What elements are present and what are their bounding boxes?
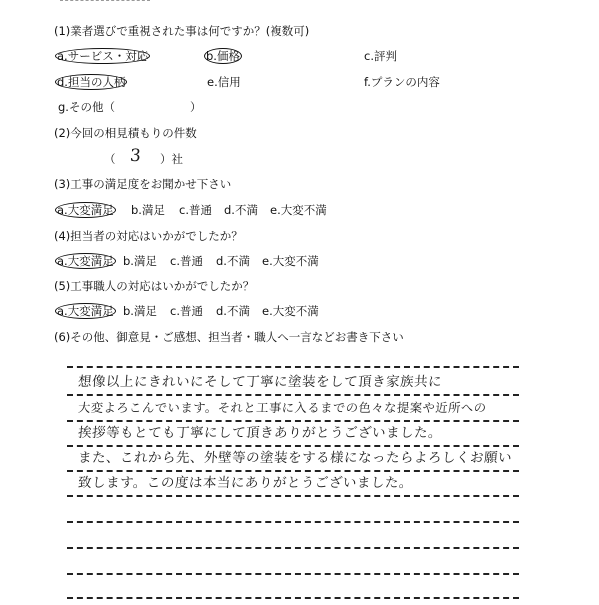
question-2-title: (2)今回の相見積もりの件数 bbox=[54, 126, 197, 140]
q3-option-a-label: a.大変満足 bbox=[57, 203, 114, 217]
scan-top-mark bbox=[60, 0, 150, 3]
q4-option-b[interactable]: b.満足 bbox=[123, 254, 157, 268]
writing-line bbox=[67, 394, 519, 396]
q5-option-d[interactable]: d.不満 bbox=[216, 304, 250, 318]
q3-option-a[interactable] bbox=[58, 203, 116, 217]
q4-option-d[interactable]: d.不満 bbox=[216, 254, 250, 268]
comment-line-1: 想像以上にきれいにそして丁寧に塗装をして頂き家族共に bbox=[77, 374, 443, 390]
writing-line bbox=[67, 470, 519, 472]
writing-line bbox=[67, 521, 519, 523]
q3-option-b[interactable]: b.満足 bbox=[131, 203, 165, 217]
q4-option-c[interactable]: c.普通 bbox=[170, 254, 203, 268]
writing-line bbox=[67, 547, 519, 549]
writing-line bbox=[67, 420, 519, 422]
comment-line-2: 大変よろこんでいます。それと工事に入るまでの色々な提案や近所への bbox=[77, 401, 488, 415]
q1-option-a[interactable] bbox=[58, 49, 150, 63]
q3-option-c[interactable]: c.普通 bbox=[179, 203, 212, 217]
q4-option-a-label: a.大変満足 bbox=[57, 254, 114, 268]
q5-option-a-label: a.大変満足 bbox=[57, 304, 114, 318]
q5-option-b[interactable]: b.満足 bbox=[123, 304, 157, 318]
comment-line-5: 致します。この度は本当にありがとうございました。 bbox=[77, 475, 414, 491]
writing-line bbox=[67, 495, 519, 497]
comment-line-3: 挨拶等もとても丁寧にして頂きありがとうございました。 bbox=[77, 425, 443, 441]
q3-option-d[interactable]: d.不満 bbox=[224, 203, 258, 217]
q5-option-e[interactable]: e.大変不満 bbox=[262, 304, 319, 318]
writing-line bbox=[67, 445, 519, 447]
writing-line bbox=[67, 597, 519, 599]
q1-option-e[interactable]: e.信用 bbox=[207, 75, 241, 89]
q4-option-a[interactable] bbox=[58, 254, 116, 268]
q2-answer-count[interactable]: 3 bbox=[129, 146, 143, 166]
question-3-title: (3)工事の満足度をお聞かせ下さい bbox=[54, 177, 232, 191]
q1-option-g-close: ） bbox=[190, 100, 202, 114]
q5-option-c[interactable]: c.普通 bbox=[170, 304, 203, 318]
question-4-title: (4)担当者の対応はいかがでしたか？ bbox=[54, 229, 243, 243]
question-6-title: (6)その他、御意見・ご感想、担当者・職人へ一言などお書き下さい bbox=[54, 330, 404, 344]
q2-open-paren: （ bbox=[104, 152, 116, 166]
q1-option-d-label: d.担当の人柄 bbox=[57, 75, 126, 89]
q4-option-e[interactable]: e.大変不満 bbox=[262, 254, 319, 268]
q1-option-f[interactable]: f.プランの内容 bbox=[364, 75, 440, 89]
q1-option-a-label: a.サービス・対応 bbox=[57, 49, 149, 63]
question-1-title: (1)業者選びで重視された事は何ですか？(複数可) bbox=[54, 24, 310, 38]
writing-line bbox=[67, 366, 519, 368]
question-5-title: (5)工事職人の対応はいかがでしたか？ bbox=[54, 279, 255, 293]
q1-option-g[interactable]: g.その他（ bbox=[58, 100, 115, 114]
q1-option-c[interactable]: c.評判 bbox=[364, 49, 397, 63]
q1-option-d[interactable] bbox=[58, 75, 127, 89]
q3-option-e[interactable]: e.大変不満 bbox=[270, 203, 327, 217]
q2-close-suffix: ）社 bbox=[160, 152, 183, 166]
q5-option-a[interactable] bbox=[58, 304, 116, 318]
writing-line bbox=[67, 573, 519, 575]
comment-line-4: また、これから先、外壁等の塗装をする様になったらよろしくお願い bbox=[77, 450, 513, 466]
q1-option-b-label: b.価格 bbox=[206, 49, 240, 63]
q1-option-b[interactable] bbox=[207, 49, 242, 63]
